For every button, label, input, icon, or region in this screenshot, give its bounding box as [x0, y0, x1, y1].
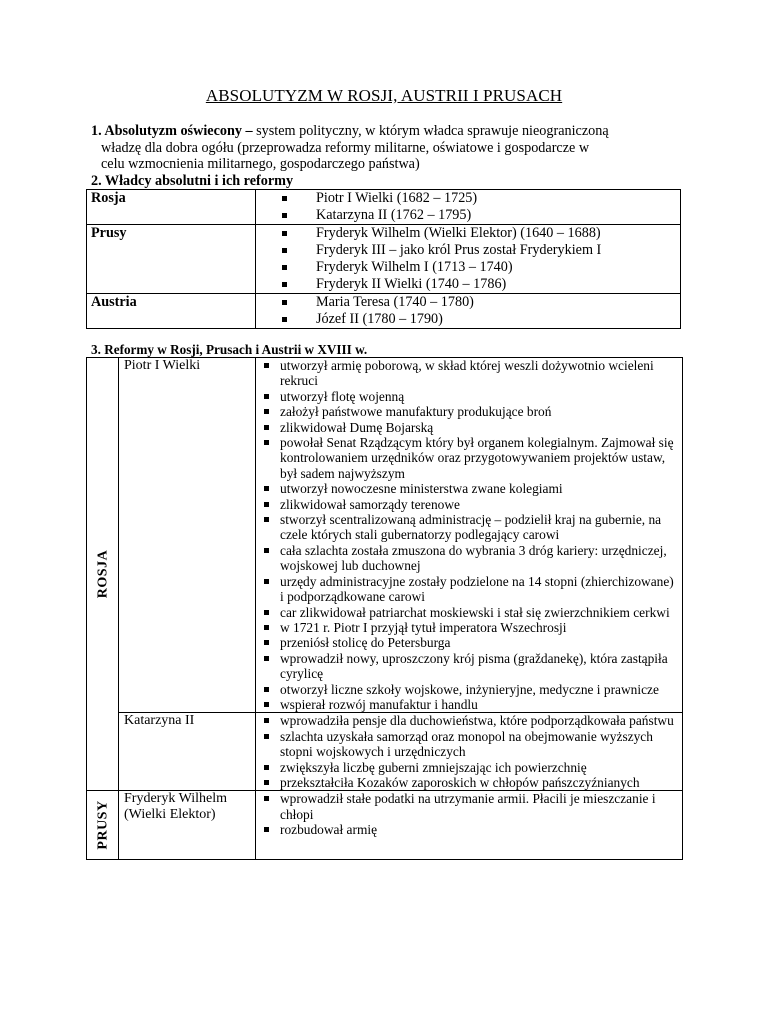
- list-item: przekształciła Kozaków zaporoskich w chłopów pańszczyźnianych: [262, 775, 679, 790]
- reforms-table: [86, 357, 683, 860]
- list-item: wprowadziła pensje dla duchowieństwa, które podporządkowała państwu: [262, 713, 679, 728]
- list-item: zlikwidował Dumę Bojarską: [262, 420, 679, 435]
- table-row: [87, 294, 681, 329]
- reforms-list: [256, 358, 683, 713]
- list-item: Fryderyk III – jako król Prus został Fryderykiem I: [282, 242, 676, 259]
- ruler-name-line: Fryderyk Wilhelm: [124, 791, 227, 807]
- list-item: przeniósł stolicę do Petersburga: [262, 635, 679, 650]
- section-1-line2: władzę dla dobra ogółu (przeprowadza reformy militarne, oświatowe i gospodarcze w: [101, 139, 590, 156]
- list-item: Fryderyk II Wielki (1740 – 1786): [282, 276, 676, 293]
- table-row: [87, 225, 681, 294]
- rulers-list: [256, 294, 681, 329]
- ruler-cell: [119, 791, 256, 860]
- table-row: [87, 190, 681, 225]
- list-item: Maria Teresa (1740 – 1780): [282, 294, 676, 311]
- list-item: zlikwidował samorządy terenowe: [262, 497, 679, 512]
- country-cell-prusy: [87, 791, 119, 860]
- ruler-cell: Katarzyna II: [119, 713, 256, 791]
- ruler-name-line: (Wielki Elektor): [124, 807, 216, 823]
- section-2-heading: 2. Władcy absolutni i ich reformy: [91, 173, 294, 189]
- table-row: [87, 713, 683, 791]
- list-item: urzędy administracyjne zostały podzielone na 14 stopni (zhierchizowane) i podporządkowane carowi: [262, 574, 679, 605]
- list-item: utworzył armię poborową, w skład której weszli dożywotnio wcieleni rekruci: [262, 358, 679, 389]
- country-cell-rosja: [87, 358, 119, 791]
- page-title: ABSOLUTYZM W ROSJI, AUSTRII I PRUSACH: [205, 86, 563, 105]
- list-item: Fryderyk Wilhelm (Wielki Elektor) (1640 – 1688): [282, 225, 676, 242]
- list-item: wprowadził nowy, uproszczony krój pisma (graždanekę), która zastąpiła cyrylicę: [262, 651, 679, 682]
- list-item: wspierał rozwój manufaktur i handlu: [262, 697, 679, 712]
- section-1-line3: celu wzmocnienia militarnego, gospodarczego państwa): [101, 156, 420, 172]
- rulers-list: [256, 190, 681, 225]
- country-cell: Austria: [87, 294, 256, 329]
- list-item: utworzył nowoczesne ministerstwa zwane kolegiami: [262, 481, 679, 496]
- country-label-prusy: PRUSY: [94, 800, 110, 850]
- table-row: [87, 358, 683, 713]
- list-item: powołał Senat Rządzącym który był organem kolegialnym. Zajmował się kontrolowaniem urzędników oraz przygotowywaniem projektów ustaw, był sadem najwyższym: [262, 435, 679, 481]
- list-item: zwiększyła liczbę guberni zmniejszając ich powierzchnię: [262, 760, 679, 775]
- country-cell: Prusy: [87, 225, 256, 294]
- list-item: utworzył flotę wojenną: [262, 389, 679, 404]
- table-row: [87, 791, 683, 860]
- list-item: wprowadził stałe podatki na utrzymanie armii. Płacili je mieszczanie i chłopi: [262, 791, 679, 822]
- country-cell: Rosja: [87, 190, 256, 225]
- country-label-rosja: ROSJA: [94, 549, 110, 599]
- rulers-table: [86, 189, 681, 329]
- section-3-heading: 3. Reformy w Rosji, Prusach i Austrii w XVIII w.: [91, 342, 368, 357]
- list-item: stworzył scentralizowaną administrację – podzielił kraj na gubernie, na czele których stali gubernatorzy podlegający carowi: [262, 512, 679, 543]
- list-item: Katarzyna II (1762 – 1795): [282, 207, 676, 224]
- list-item: rozbudował armię: [262, 822, 679, 837]
- reforms-list: [256, 791, 683, 860]
- section-1-lead: 1. Absolutyzm oświecony –: [91, 123, 253, 139]
- list-item: założył państwowe manufaktury produkujące broń: [262, 404, 679, 419]
- reforms-list: [256, 713, 683, 791]
- list-item: car zlikwidował patriarchat moskiewski i stał się zwierzchnikiem cerkwi: [262, 605, 679, 620]
- ruler-cell: Piotr I Wielki: [119, 358, 256, 713]
- list-item: cała szlachta została zmuszona do wybrania 3 dróg kariery: urzędniczej, wojskowej lub duchownej: [262, 543, 679, 574]
- section-1-definition: [91, 123, 691, 173]
- list-item: Józef II (1780 – 1790): [282, 311, 676, 328]
- list-item: otworzył liczne szkoły wojskowe, inżynieryjne, medyczne i prawnicze: [262, 682, 679, 697]
- section-1-line1: system polityczny, w którym władca sprawuje nieograniczoną: [252, 123, 609, 139]
- list-item: szlachta uzyskała samorząd oraz monopol na obejmowanie wyższych stopni wojskowych i urzędniczych: [262, 729, 679, 760]
- rulers-list: [256, 225, 681, 294]
- list-item: w 1721 r. Piotr I przyjął tytuł imperatora Wszechrosji: [262, 620, 679, 635]
- list-item: Fryderyk Wilhelm I (1713 – 1740): [282, 259, 676, 276]
- list-item: Piotr I Wielki (1682 – 1725): [282, 190, 676, 207]
